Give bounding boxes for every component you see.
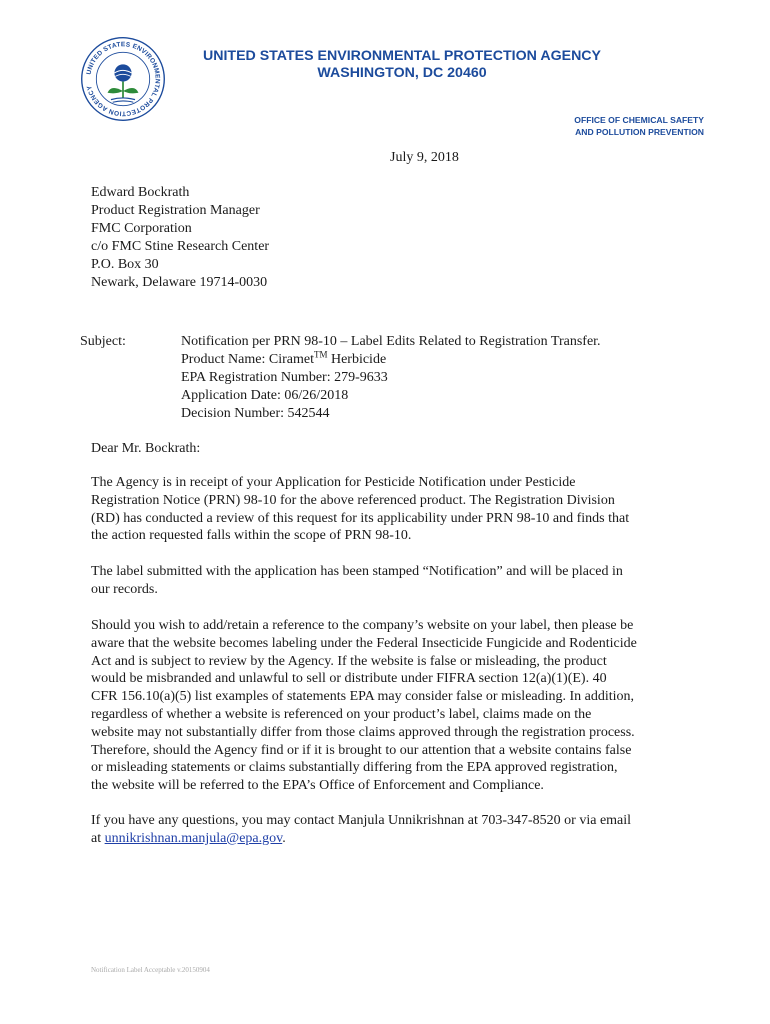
application-date: Application Date: 06/26/2018 [181, 388, 349, 403]
registration-number: EPA Registration Number: 279-9633 [181, 370, 388, 385]
letter-date: July 9, 2018 [390, 150, 459, 165]
contact-prefix: at [91, 830, 105, 846]
paragraph-label-stamped [91, 563, 687, 599]
recipient-line: Edward Bockrath [91, 185, 190, 200]
recipient-line: FMC Corporation [91, 221, 192, 236]
contact-email-link[interactable]: unnikrishnan.manjula@epa.gov [104, 830, 283, 846]
paragraph-line: The label submitted with the application has been stamped “Notification” and will be placed in [91, 564, 623, 579]
office-line-2: AND POLLUTION PREVENTION [575, 127, 704, 137]
subject-product-line [181, 351, 601, 369]
subject-line: Notification per PRN 98-10 – Label Edits Related to Registration Transfer. [181, 334, 601, 349]
office-heading [560, 114, 704, 138]
recipient-line: Newark, Delaware 19714-0030 [91, 275, 268, 290]
paragraph-line: The Agency is in receipt of your Application for Pesticide Notification under Pesticide [91, 475, 576, 490]
seal-ring-text: UNITED STATES ENVIRONMENTAL PROTECTION AGENCY [85, 41, 161, 117]
paragraph-line: the website will be referred to the EPA’s Office of Enforcement and Compliance. [91, 778, 544, 794]
paragraph-line: regardless of whether a website is referenced on your product’s label, claims made on the [91, 706, 592, 722]
recipient-line: Product Registration Manager [91, 203, 260, 218]
office-line-1: OFFICE OF CHEMICAL SAFETY [574, 115, 704, 125]
paragraph-line: Therefore, should the Agency find or if it is brought to our attention that a website contains false [91, 742, 632, 758]
paragraph-contact [91, 812, 687, 848]
footer-version-note: Notification Label Acceptable v.20150904 [91, 966, 210, 974]
agency-name: UNITED STATES ENVIRONMENTAL PROTECTION AGENCY [202, 48, 602, 64]
contact-suffix: . [282, 830, 286, 846]
decision-number: Decision Number: 542544 [181, 406, 330, 421]
salutation: Dear Mr. Bockrath: [91, 441, 201, 456]
recipient-line: P.O. Box 30 [91, 257, 159, 272]
epa-seal-logo [80, 36, 166, 122]
paragraph-line: (RD) has conducted a review of this request for its applicability under PRN 98-10 and finds that [91, 510, 630, 526]
subject-label: Subject: [80, 334, 126, 349]
paragraph-line: Registration Notice (PRN) 98-10 for the above referenced product. The Registration Division [91, 492, 615, 508]
paragraph-line: website may not substantially differ from those claims approved through the registration process. [91, 724, 635, 740]
paragraph-line [91, 830, 687, 848]
paragraph-line: If you have any questions, you may contact Manjula Unnikrishnan at 703-347-8520 or via email [91, 813, 632, 828]
paragraph-line: Act and is subject to review by the Agency. If the website is false or misleading, the product [91, 653, 607, 669]
paragraph-receipt [91, 474, 687, 545]
subject-details [181, 333, 601, 423]
paragraph-website-notice [91, 617, 687, 795]
paragraph-line: would be misbranded and unlawful to sell or distribute under FIFRA section 12(a)(1)(E). 40 [91, 671, 607, 687]
paragraph-line: our records. [91, 581, 158, 597]
paragraph-line: aware that the website becomes labeling under the Federal Insecticide Fungicide and Rodenticide [91, 635, 637, 651]
paragraph-line: Should you wish to add/retain a reference to the company’s website on your label, then please be [91, 618, 634, 633]
paragraph-line: or misleading statements or claims substantially differing from the EPA approved registration, [91, 760, 618, 776]
trademark-mark: TM [313, 349, 328, 360]
recipient-address [91, 184, 269, 292]
product-name-suffix: Herbicide [327, 352, 387, 367]
recipient-line: c/o FMC Stine Research Center [91, 239, 270, 254]
paragraph-line: the action requested falls within the scope of PRN 98-10. [91, 528, 412, 544]
paragraph-line: CFR 156.10(a)(5) list examples of statements EPA may consider false or misleading. In addition, [91, 689, 635, 705]
agency-address: WASHINGTON, DC 20460 [317, 65, 487, 81]
agency-heading [160, 48, 644, 82]
product-name-prefix: Product Name: Ciramet [181, 352, 314, 367]
